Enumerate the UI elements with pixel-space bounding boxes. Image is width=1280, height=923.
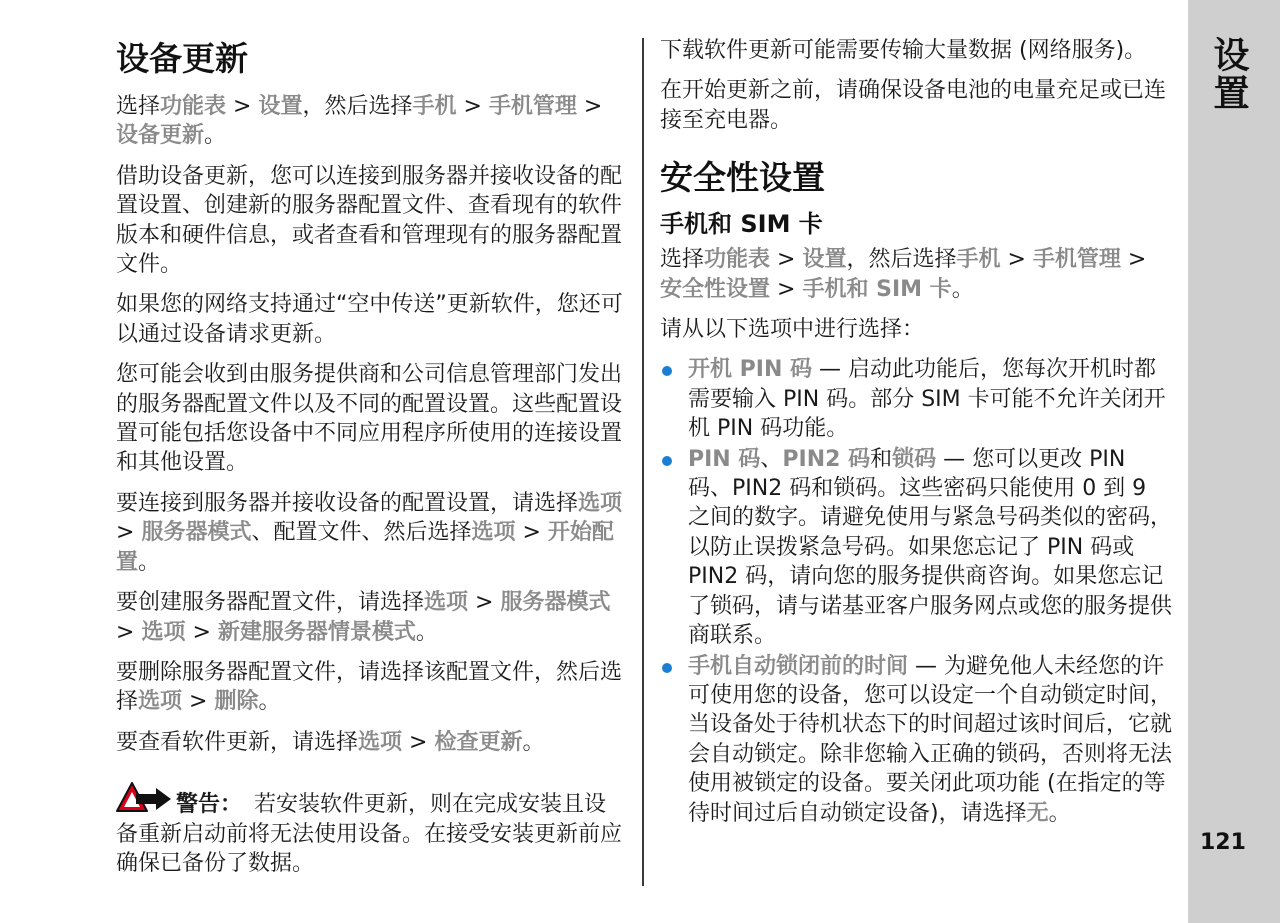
warning-paragraph	[116, 781, 628, 878]
check-paragraph: 要查看软件更新，请选择选项 > 检查更新。	[116, 729, 545, 755]
right-column	[660, 36, 1172, 829]
warning-label: 警告：	[176, 792, 243, 818]
list-item: 手机自动锁闭前的时间 — 为避免他人未经您的许可使用您的设备，您可以设定一个自动锁定时间，当设备处于待机状态下的时间超过该时间后，它就会自动锁定。除非您输入正确的锁码，否则将无法使用被锁定的设备。要关闭此项功能 (在指定的等待时间过后自动锁定设备)，请选择无。	[660, 652, 1172, 828]
section-tab-title: 设置	[1208, 36, 1249, 112]
left-column	[116, 36, 628, 889]
warning-icon	[116, 781, 172, 815]
device-update-path: 选择功能表 > 设置，然后选择手机 > 手机管理 > 设备更新。	[116, 94, 603, 149]
security-settings-heading: 安全性设置	[660, 158, 825, 198]
warning-text: 若安装软件更新，则在完成安装且设备重新启动前将无法使用设备。在接受安装更新前应确保已备份了数据。	[116, 792, 623, 876]
list-item: PIN 码、PIN2 码和锁码 — 您可以更改 PIN 码、PIN2 码和锁码。这些密码只能使用 0 到 9 之间的数字。请避免使用与紧急号码类似的密码，以防止误拨紧急号码。如果您忘记了 PIN 码或 PIN2 码，请向您的服务提供商咨询。如果您忘记了锁码，请与诺基亚客户服务网点或您的服务提供商联系。	[660, 445, 1172, 651]
page-number: 121	[1200, 830, 1246, 855]
security-path: 选择功能表 > 设置，然后选择手机 > 手机管理 > 安全性设置 > 手机和 SIM 卡。	[660, 247, 1147, 302]
phone-sim-subheading: 手机和 SIM 卡	[660, 210, 823, 239]
security-options-list	[660, 355, 1172, 828]
choose-paragraph: 请从以下选项中进行选择：	[660, 317, 925, 343]
intro-paragraph: 借助设备更新，您可以连接到服务器并接收设备的配置设置、创建新的服务器配置文件、查看现有的软件版本和硬件信息，或者查看和管理现有的服务器配置文件。	[116, 163, 623, 278]
download-paragraph: 下载软件更新可能需要传输大量数据 (网络服务)。	[660, 38, 1147, 63]
delete-paragraph: 要删除服务器配置文件，请选择该配置文件，然后选择选项 > 删除。	[116, 659, 623, 715]
battery-paragraph: 在开始更新之前，请确保设备电池的电量充足或已连接至充电器。	[660, 78, 1167, 133]
ota-paragraph: 如果您的网络支持通过“空中传送”更新软件，您还可以通过设备请求更新。	[116, 292, 623, 347]
list-item: 开机 PIN 码 — 启动此功能后，您每次开机时都需要输入 PIN 码。部分 SIM 卡可能不允许关闭开机 PIN 码功能。	[660, 355, 1172, 443]
column-divider	[642, 38, 644, 886]
receive-paragraph: 您可能会收到由服务提供商和公司信息管理部门发出的服务器配置文件以及不同的配置设置。这些配置设置可能包括您设备中不同应用程序所使用的连接设置和其他设置。	[116, 362, 623, 476]
device-update-heading: 设备更新	[116, 39, 248, 78]
create-paragraph: 要创建服务器配置文件，请选择选项 > 服务器模式 > 选项 > 新建服务器情景模式。	[116, 590, 611, 645]
connect-paragraph: 要连接到服务器并接收设备的配置设置，请选择选项 > 服务器模式、配置文件、然后选择选项 > 开始配置。	[116, 490, 623, 575]
sidebar-tab	[1188, 0, 1280, 923]
